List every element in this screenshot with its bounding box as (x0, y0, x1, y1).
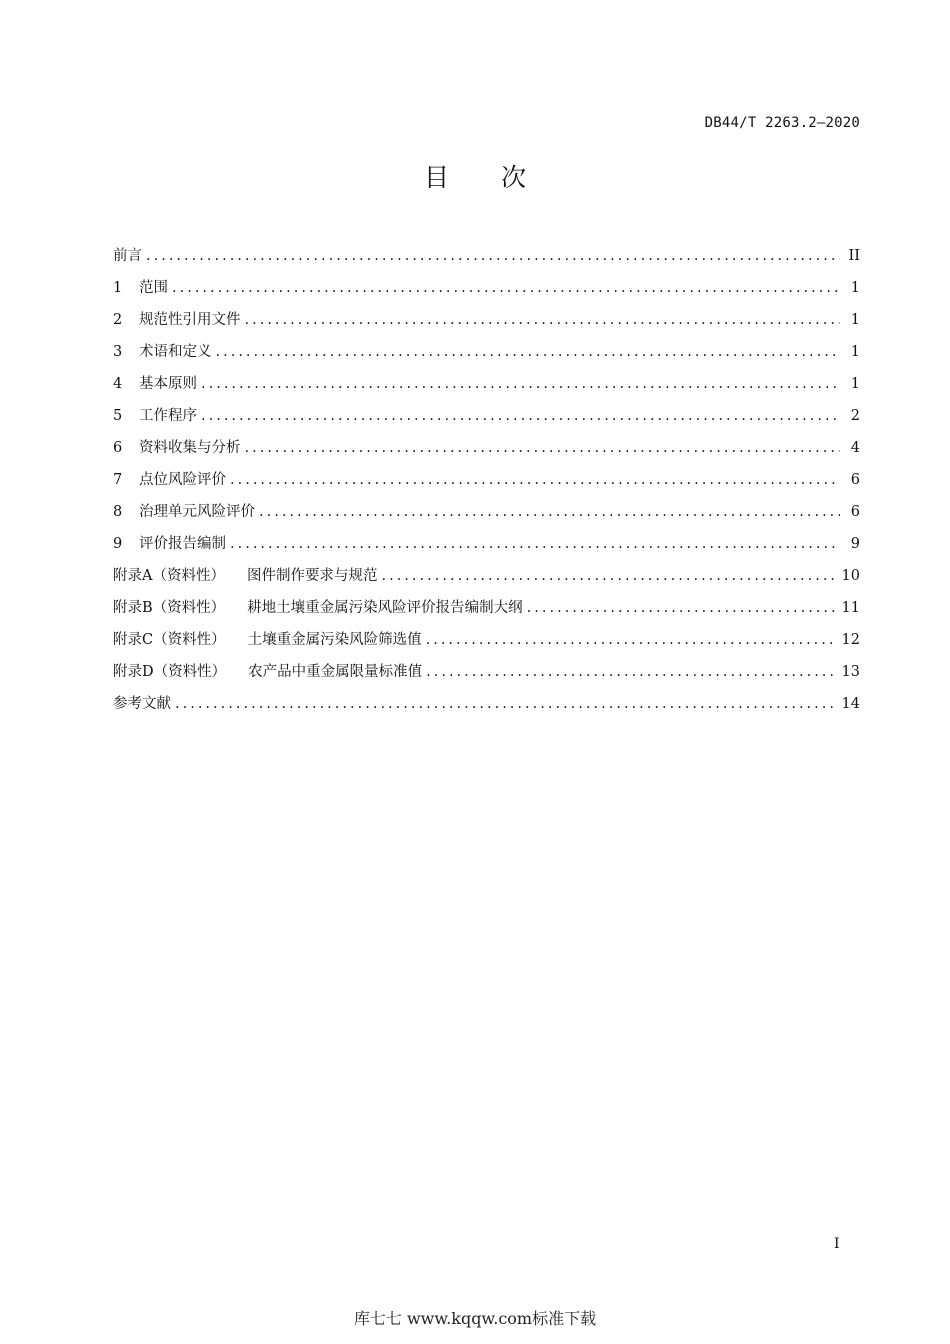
toc-entry[interactable] (113, 596, 860, 628)
toc-entry-title: 规范性引用文件 (139, 312, 241, 328)
toc-dot-leader (426, 660, 835, 684)
toc-dot-leader (201, 404, 840, 428)
toc-entry-title: 治理单元风险评价 (139, 504, 255, 520)
toc-entry[interactable] (113, 692, 860, 724)
toc-entry-page: 6 (850, 504, 860, 520)
toc-entry[interactable] (113, 660, 860, 692)
toc-entry-page: 1 (850, 312, 860, 328)
toc-entry-title: 评价报告编制 (139, 536, 226, 552)
toc-entry[interactable] (113, 436, 860, 468)
toc-entry-page: 12 (841, 632, 860, 648)
toc-entry-page: 6 (850, 472, 860, 488)
toc-dot-leader (230, 532, 840, 556)
toc-entry-page: 13 (841, 664, 860, 680)
toc-entry-appendix-label: 附录D（资料性） (113, 664, 227, 680)
toc-dot-leader (259, 500, 840, 524)
toc-entry-number: 1 (113, 280, 123, 296)
toc-entry[interactable] (113, 564, 860, 596)
toc-entry-page: 1 (850, 280, 860, 296)
toc-entry-title: 农产品中重金属限量标准值 (248, 664, 423, 680)
table-of-contents (113, 244, 860, 724)
toc-entry-title: 资料收集与分析 (139, 440, 241, 456)
toc-entry[interactable] (113, 276, 860, 308)
toc-entry-page: 1 (850, 376, 860, 392)
toc-dot-leader (175, 692, 836, 716)
toc-dot-leader (381, 564, 835, 588)
toc-dot-leader (527, 596, 836, 620)
toc-entry-number: 5 (113, 408, 123, 424)
toc-dot-leader (245, 308, 841, 332)
toc-entry-title: 点位风险评价 (139, 472, 226, 488)
watermark-text: 库七七 www.kqqw.com标准下载 (353, 1309, 597, 1328)
toc-dot-leader (172, 276, 840, 300)
toc-entry[interactable] (113, 404, 860, 436)
toc-entry-page: 11 (841, 600, 860, 616)
toc-entry[interactable] (113, 340, 860, 372)
toc-dot-leader (146, 244, 840, 268)
page-number: I (834, 1236, 840, 1252)
toc-entry-title: 术语和定义 (139, 344, 212, 360)
toc-entry-page: 9 (850, 536, 860, 552)
toc-entry-appendix-label: 附录B（资料性） (113, 600, 226, 616)
toc-dot-leader (245, 436, 841, 460)
toc-entry-number: 7 (113, 472, 123, 488)
toc-entry-title: 范围 (139, 280, 168, 296)
toc-entry-title: 工作程序 (139, 408, 197, 424)
toc-entry-number: 6 (113, 440, 123, 456)
toc-entry-page: 10 (841, 568, 860, 584)
toc-entry-title: 前言 (113, 248, 142, 264)
toc-entry[interactable] (113, 628, 860, 660)
toc-entry-title: 图件制作要求与规范 (246, 568, 378, 584)
toc-entry-title: 土壤重金属污染风险筛选值 (247, 632, 422, 648)
toc-entry-number: 4 (113, 376, 123, 392)
toc-entry[interactable] (113, 244, 860, 276)
toc-dot-leader (426, 628, 836, 652)
toc-entry-number: 8 (113, 504, 123, 520)
toc-entry[interactable] (113, 468, 860, 500)
toc-entry-page: 1 (850, 344, 860, 360)
toc-entry-title: 耕地土壤重金属污染风险评价报告编制大纲 (247, 600, 523, 616)
toc-entry-title: 基本原则 (139, 376, 197, 392)
toc-entry-title: 参考文献 (113, 696, 171, 712)
page-title: 目次 (423, 163, 578, 192)
toc-entry-page: 4 (850, 440, 860, 456)
toc-entry-number: 9 (113, 536, 123, 552)
toc-entry-page: II (848, 248, 860, 264)
toc-entry[interactable] (113, 372, 860, 404)
toc-entry-page: 14 (841, 696, 860, 712)
toc-entry[interactable] (113, 532, 860, 564)
toc-entry[interactable] (113, 308, 860, 340)
toc-dot-leader (201, 372, 840, 396)
toc-entry-number: 3 (113, 344, 123, 360)
toc-entry-appendix-label: 附录C（资料性） (113, 632, 226, 648)
toc-entry-appendix-label: 附录A（资料性） (113, 568, 225, 584)
toc-entry-page: 2 (850, 408, 860, 424)
toc-entry[interactable] (113, 500, 860, 532)
toc-entry-number: 2 (113, 312, 123, 328)
toc-dot-leader (216, 340, 841, 364)
document-code: DB44/T 2263.2—2020 (704, 115, 860, 131)
toc-dot-leader (230, 468, 840, 492)
